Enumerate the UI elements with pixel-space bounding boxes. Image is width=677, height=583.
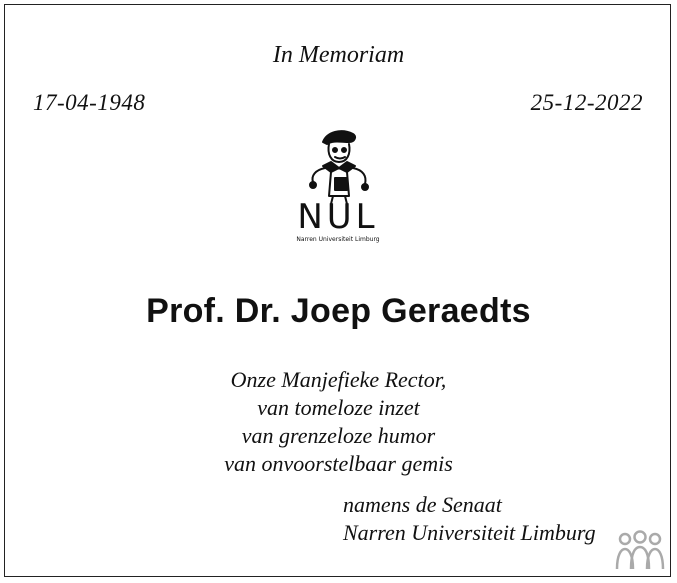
- signature-block: [343, 491, 596, 547]
- logo-letters: NUL: [297, 197, 379, 237]
- tribute-text: [0, 366, 677, 478]
- birth-date: 17-04-1948: [33, 90, 146, 115]
- death-date: 25-12-2022: [530, 90, 643, 115]
- tribute-line: Onze Manjefieke Rector,: [230, 367, 447, 392]
- nul-logo: [283, 126, 393, 248]
- tribute-line: van tomeloze inzet: [257, 395, 420, 420]
- jester-figure-icon: [283, 126, 393, 206]
- people-group-icon: [613, 529, 667, 573]
- tribute-line: van grenzeloze humor: [241, 423, 436, 448]
- deceased-name: Prof. Dr. Joep Geraedts: [146, 292, 531, 330]
- notice-title: In Memoriam: [272, 42, 405, 68]
- logo-subtitle: Narren Universiteit Limburg: [296, 236, 380, 243]
- signature-line: namens de Senaat: [343, 492, 502, 517]
- tribute-line: van onvoorstelbaar gemis: [224, 451, 453, 476]
- signature-line: Narren Universiteit Limburg: [343, 520, 596, 545]
